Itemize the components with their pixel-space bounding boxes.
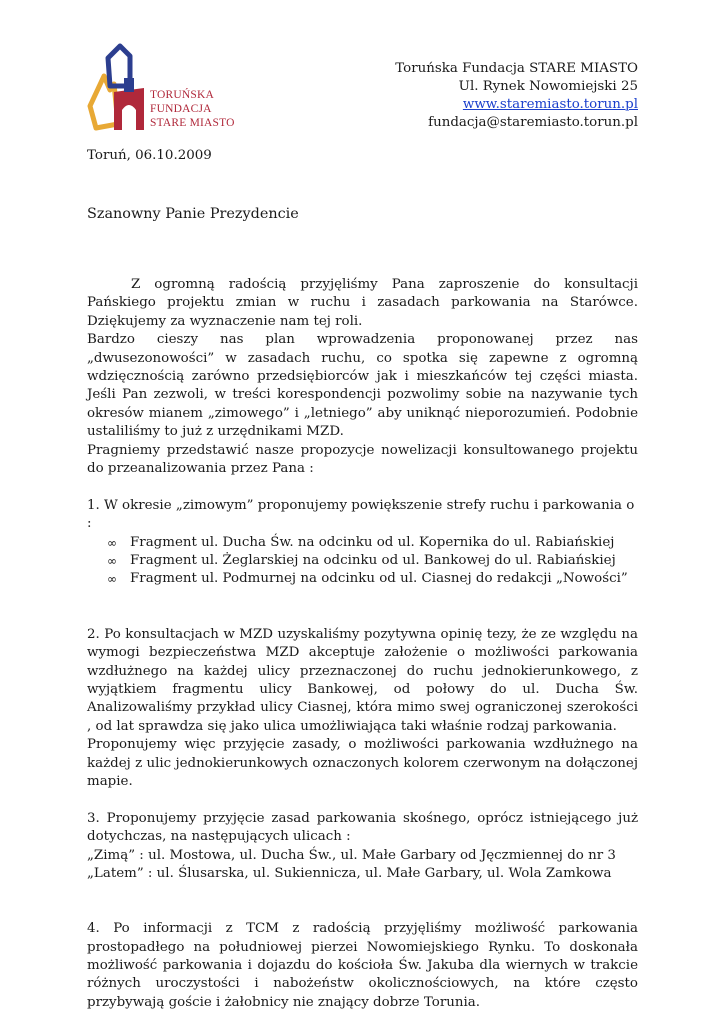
- list-item-text: Fragment ul. Żeglarskiej na odcinku od ul. Bankowej do ul. Rabiańskiej: [130, 553, 616, 569]
- section-1-list: [87, 534, 638, 589]
- sender-address: [395, 60, 638, 132]
- list-item: [87, 552, 638, 570]
- letter-date: Toruń, 06.10.2009: [87, 148, 212, 163]
- section-3-paragraph: 3. Proponujemy przyjęcie zasad parkowania skośnego, oprócz istniejącego już dotychczas, na następujących ulicach :: [87, 810, 638, 845]
- section-4-paragraph: 4. Po informacji z TCM z radością przyjęliśmy możliwość parkowania prostopadłego na południowej pierzei Nowomiejskiego Rynku. To doskonała możliwość parkowania i dojazdu do kościoła Św. Jakuba dla wiernych w trakcie różnych uroczystości i nabożeństw okolicznościowych, na które często przybywają goście i żałobnicy nie znający dobrze Torunia.: [87, 921, 638, 1010]
- sender-org: Toruńska Fundacja STARE MIASTO: [395, 61, 638, 76]
- website-link[interactable]: www.staremiasto.torun.pl: [462, 97, 638, 112]
- intro-paragraph-2: Bardzo cieszy nas plan wprowadzenia proponowanej przez nas „dwusezonowości” w zasadach ruchu, co spotka się zapewne z ogromną wdzięcznością zarówno przedsiębiorców jak i mieszkańców tej części miasta. Jeśli Pan zezwoli, w treści korespondencji pozwolimy sobie na nazywanie tych okresów mianem „zimowego” i „letniego” aby uniknąć nieporozumień. Podobnie ustaliliśmy to już z urzędnikami MZD.: [87, 332, 638, 440]
- intro-paragraph-1: Z ogromną radością przyjęliśmy Pana zaproszenie do konsultacji Pańskiego projektu zmian w ruchu i zasadach parkowania na Starówce. Dziękujemy za wyznaczenie nam tej roli.: [87, 277, 638, 329]
- salutation: Szanowny Panie Prezydencie: [87, 206, 299, 222]
- section-3-summer-streets: „Latem” : ul. Ślusarska, ul. Sukiennicza, ul. Małe Garbary, ul. Wola Zamkowa: [87, 865, 612, 881]
- logo-text-line3: STARE MIASTO: [150, 117, 235, 129]
- list-item-text: Fragment ul. Ducha Św. na odcinku od ul. Kopernika do ul. Rabiańskiej: [130, 534, 615, 550]
- section-1-heading: 1. W okresie „zimowym” proponujemy powiększenie strefy ruchu i parkowania o :: [87, 497, 635, 532]
- bullet-icon: ∞: [107, 535, 117, 550]
- sender-email: fundacja@staremiasto.torun.pl: [428, 115, 638, 130]
- intro-paragraph-3: Pragniemy przedstawić nasze propozycje nowelizacji konsultowanego projektu do przeanalizowania przez Pana :: [87, 442, 638, 477]
- logo-text-line1: TORUŃSKA: [150, 89, 215, 101]
- logo-text-line2: FUNDACJA: [150, 103, 212, 115]
- section-2-paragraph-1: 2. Po konsultacjach w MZD uzyskaliśmy pozytywna opinię tezy, że ze względu na wymogi bezpieczeństwa MZD akceptuje założenie o możliwości parkowania wzdłużnego na każdej ulicy przeznaczonej do ruchu jednokierunkowego, z wyjątkiem fragmentu ulicy Bankowej, od połowy do ul. Ducha Św. Analizowaliśmy przykład ulicy Ciasnej, która mimo swej ograniczonej szerokości , od lat sprawdza się jako ulica umożliwiająca taki właśnie rodzaj parkowania.: [87, 626, 638, 734]
- bullet-icon: ∞: [107, 572, 117, 587]
- letter-body: [87, 276, 638, 1012]
- list-item: [87, 534, 638, 552]
- list-item: [87, 570, 638, 588]
- bullet-icon: ∞: [107, 554, 117, 569]
- sender-street: Ul. Rynek Nowomiejski 25: [458, 79, 638, 94]
- section-3-winter-streets: „Zimą” : ul. Mostowa, ul. Ducha Św., ul. Małe Garbary od Jęczmiennej do nr 3: [87, 847, 616, 863]
- section-2-paragraph-2: Proponujemy więc przyjęcie zasady, o możliwości parkowania wzdłużnego na każdej z ulic jednokierunkowych oznaczonych kolorem czerwonym na dołączonej mapie.: [87, 737, 638, 789]
- list-item-text: Fragment ul. Podmurnej na odcinku od ul. Ciasnej do redakcji „Nowości”: [130, 571, 628, 587]
